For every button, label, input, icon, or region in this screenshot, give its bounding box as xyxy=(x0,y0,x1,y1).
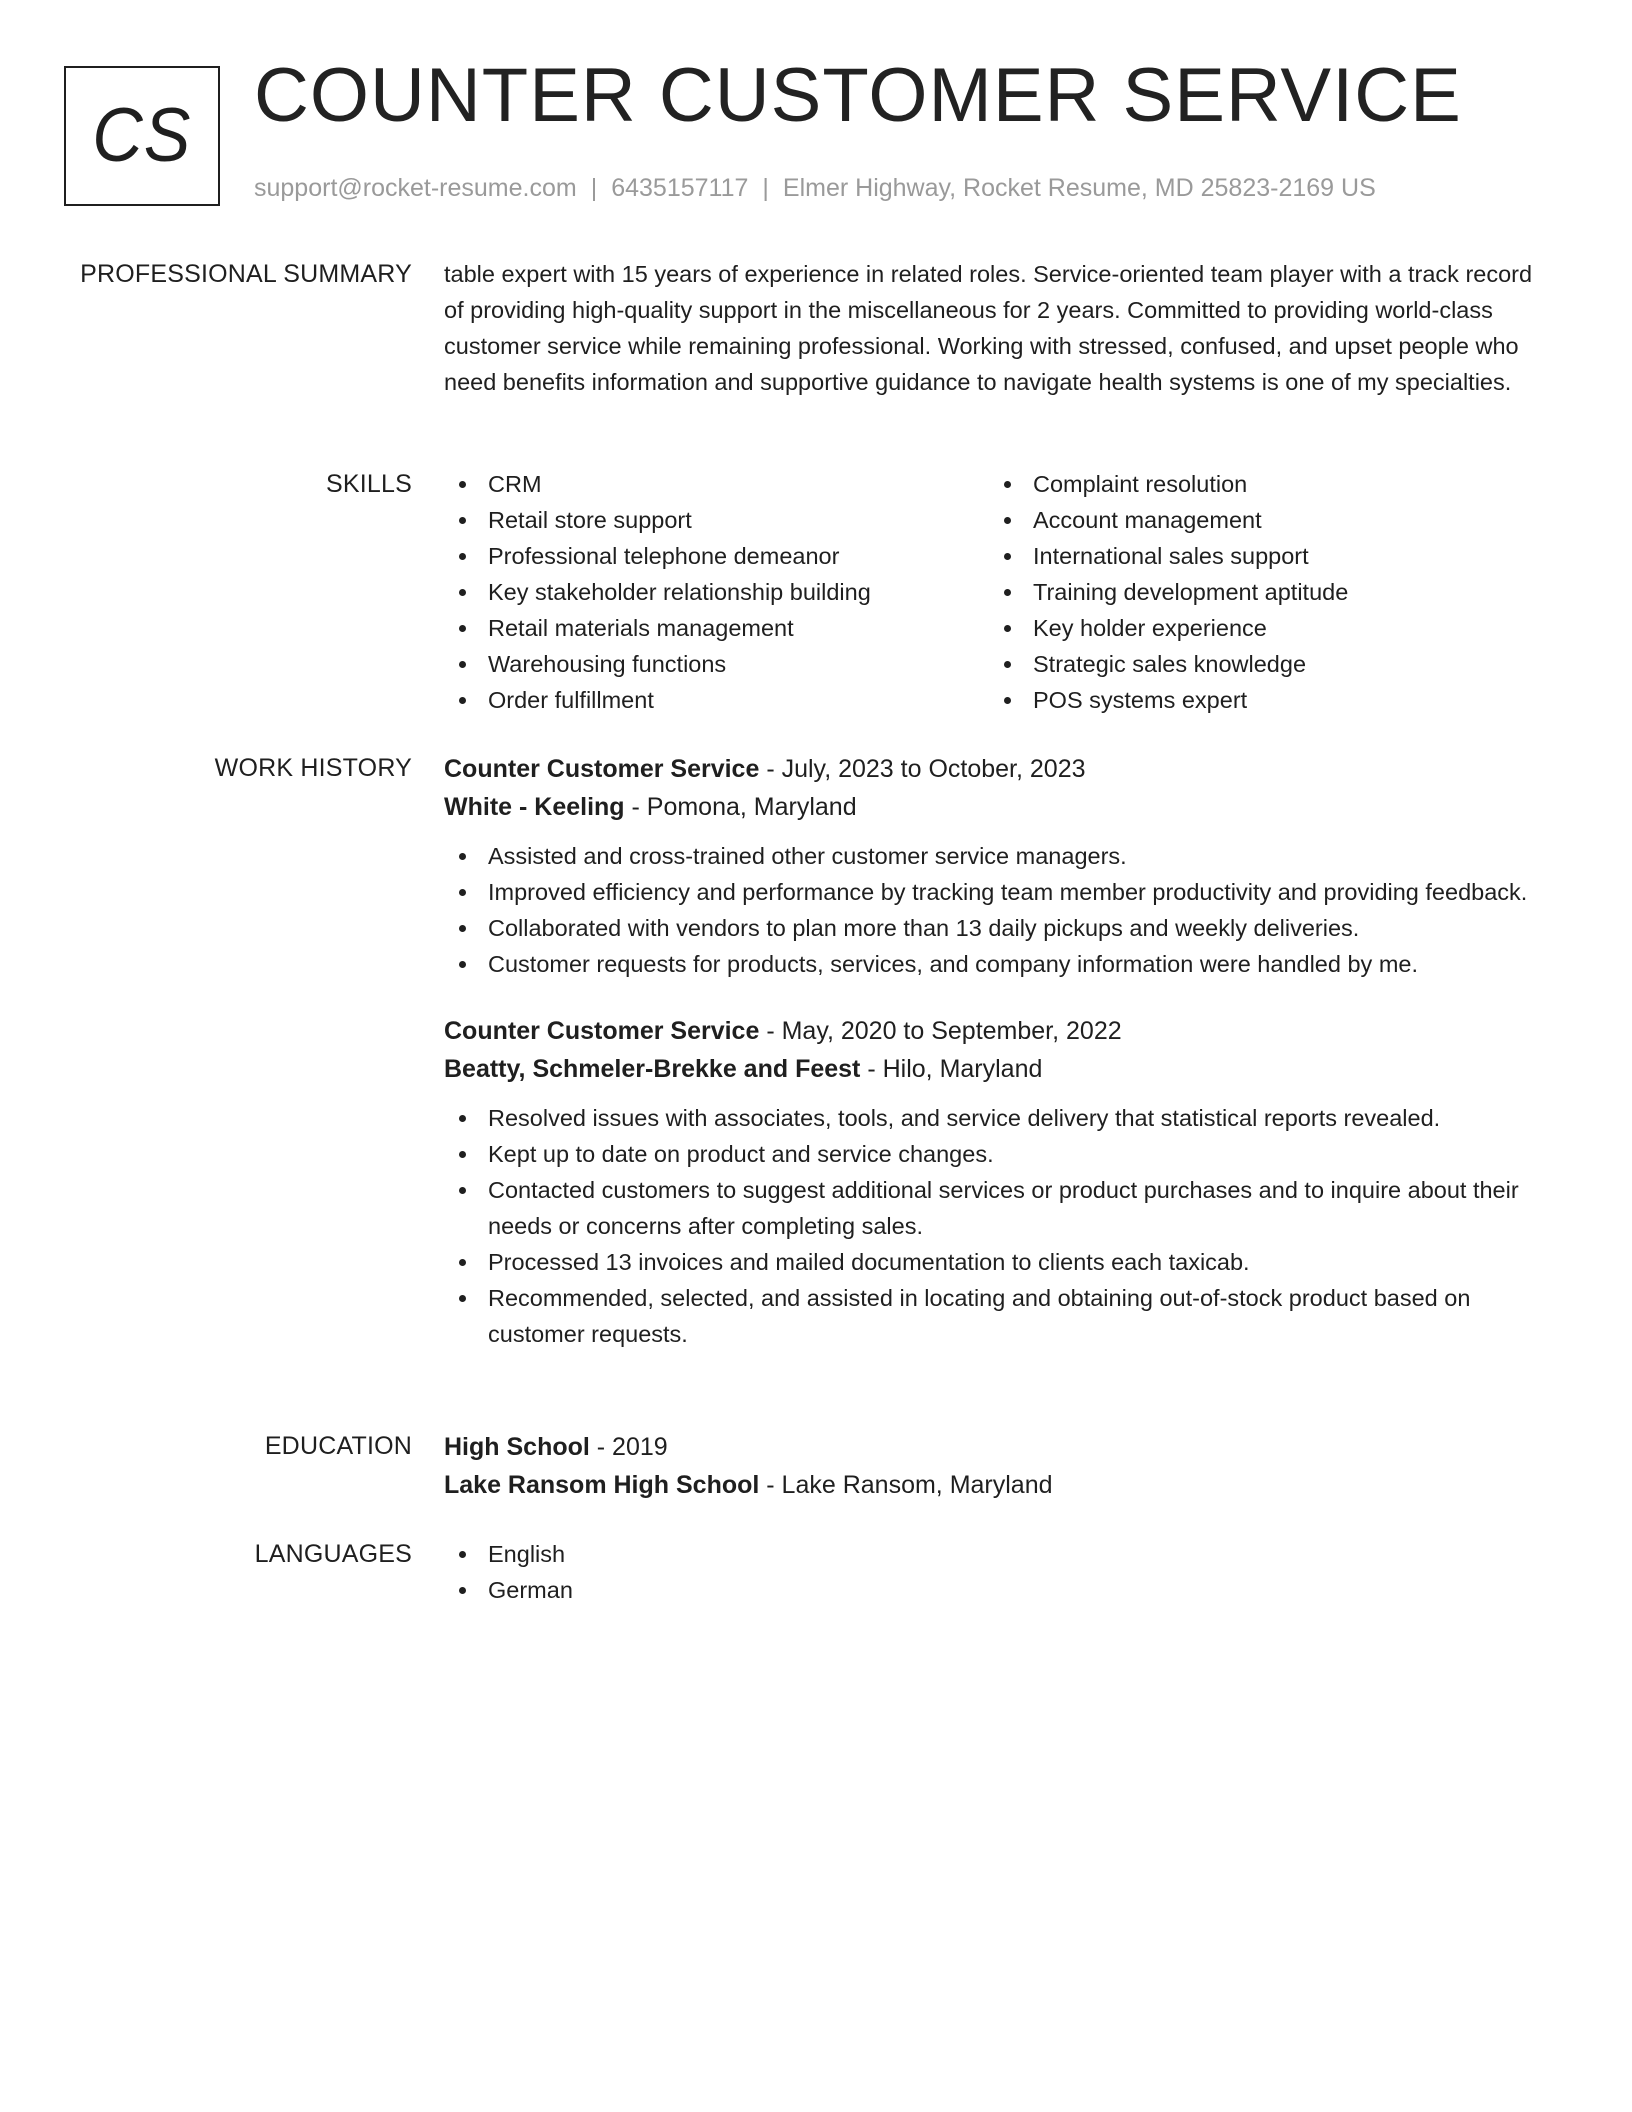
job-duty: Collaborated with vendors to plan more than 13 daily pickups and weekly deliveries. xyxy=(444,910,1534,946)
skill-item: Professional telephone demeanor xyxy=(444,538,989,574)
skill-item: International sales support xyxy=(989,538,1534,574)
skills-grid xyxy=(444,466,1534,718)
contact-address: Elmer Highway, Rocket Resume, MD 25823-2169 US xyxy=(782,174,1376,202)
skill-item: Retail materials management xyxy=(444,610,989,646)
skill-item: Key stakeholder relationship building xyxy=(444,574,989,610)
contact-line xyxy=(254,176,1376,201)
skills-column-left xyxy=(444,466,989,718)
job-entry xyxy=(444,1012,1534,1352)
education-year: - 2019 xyxy=(589,1433,668,1461)
skill-item: Strategic sales knowledge xyxy=(989,646,1534,682)
skill-item: Retail store support xyxy=(444,502,989,538)
job-dates: - May, 2020 to September, 2022 xyxy=(759,1017,1122,1045)
language-item: English xyxy=(444,1536,1534,1572)
job-title-line xyxy=(444,1012,1534,1050)
education-body xyxy=(444,1428,1534,1504)
skill-item: POS systems expert xyxy=(989,682,1534,718)
job-duty: Processed 13 invoices and mailed documentation to clients each taxicab. xyxy=(444,1244,1534,1280)
section-label-education: EDUCATION xyxy=(264,1432,412,1460)
job-entry xyxy=(444,750,1534,982)
contact-email: support@rocket-resume.com xyxy=(254,174,577,202)
job-duty: Customer requests for products, services, and company information were handled by me. xyxy=(444,946,1534,982)
skill-item: Complaint resolution xyxy=(989,466,1534,502)
job-duty: Resolved issues with associates, tools, and service delivery that statistical reports revealed. xyxy=(444,1100,1534,1136)
section-label-work-history: WORK HISTORY xyxy=(214,754,412,782)
summary-body xyxy=(444,256,1534,400)
job-duty: Recommended, selected, and assisted in locating and obtaining out-of-stock product based on customer requests. xyxy=(444,1280,1534,1352)
education-degree-line xyxy=(444,1428,1534,1466)
languages-list xyxy=(444,1536,1534,1608)
work-history-body xyxy=(444,750,1534,1352)
job-title-line xyxy=(444,750,1534,788)
skill-item: Training development aptitude xyxy=(989,574,1534,610)
resume-name: COUNTER CUSTOMER SERVICE xyxy=(254,53,1462,138)
language-item: German xyxy=(444,1572,1534,1608)
education-degree: High School xyxy=(444,1433,590,1461)
skills-column-right xyxy=(989,466,1534,718)
education-school: Lake Ransom High School xyxy=(444,1471,760,1499)
employer-name: Beatty, Schmeler-Brekke and Feest xyxy=(444,1055,861,1083)
skill-item: Order fulfillment xyxy=(444,682,989,718)
job-duties-list xyxy=(444,1100,1534,1352)
skill-item: CRM xyxy=(444,466,989,502)
contact-separator: | xyxy=(762,174,769,202)
employer-name: White - Keeling xyxy=(444,793,625,821)
job-duty: Contacted customers to suggest additional services or product purchases and to inquire about their needs or concerns after completing sales. xyxy=(444,1172,1534,1244)
job-dates: - July, 2023 to October, 2023 xyxy=(759,755,1086,783)
job-duty: Assisted and cross-trained other customer service managers. xyxy=(444,838,1534,874)
education-school-line xyxy=(444,1466,1534,1504)
skill-item: Warehousing functions xyxy=(444,646,989,682)
summary-text: table expert with 15 years of experience in related roles. Service-oriented team player with a track record of providing high-quality support in the miscellaneous for 2 years. Committed to providing world-class customer service while remaining professional. Working with stressed, confused, and upset people who need benefits information and supportive guidance to navigate health systems is one of my specialties. xyxy=(444,261,1533,395)
job-duty: Kept up to date on product and service changes. xyxy=(444,1136,1534,1172)
monogram-initials: CS xyxy=(92,93,192,178)
languages-body xyxy=(444,1536,1534,1608)
job-title: Counter Customer Service xyxy=(444,1017,760,1045)
skills-list-right xyxy=(989,466,1534,718)
contact-phone: 6435157117 xyxy=(611,174,749,202)
skills-list-left xyxy=(444,466,989,718)
section-label-skills: SKILLS xyxy=(326,470,412,498)
monogram-box xyxy=(64,66,220,206)
employer-line xyxy=(444,1050,1534,1088)
section-label-languages: LANGUAGES xyxy=(254,1540,412,1568)
employer-location: - Hilo, Maryland xyxy=(860,1055,1043,1083)
job-duties-list xyxy=(444,838,1534,982)
skill-item: Account management xyxy=(989,502,1534,538)
education-location: - Lake Ransom, Maryland xyxy=(759,1471,1053,1499)
skill-item: Key holder experience xyxy=(989,610,1534,646)
job-duty: Improved efficiency and performance by tracking team member productivity and providing feedback. xyxy=(444,874,1534,910)
contact-separator: | xyxy=(590,174,598,202)
section-label-summary: PROFESSIONAL SUMMARY xyxy=(80,260,412,288)
employer-line xyxy=(444,788,1534,826)
employer-location: - Pomona, Maryland xyxy=(624,793,857,821)
job-title: Counter Customer Service xyxy=(444,755,760,783)
